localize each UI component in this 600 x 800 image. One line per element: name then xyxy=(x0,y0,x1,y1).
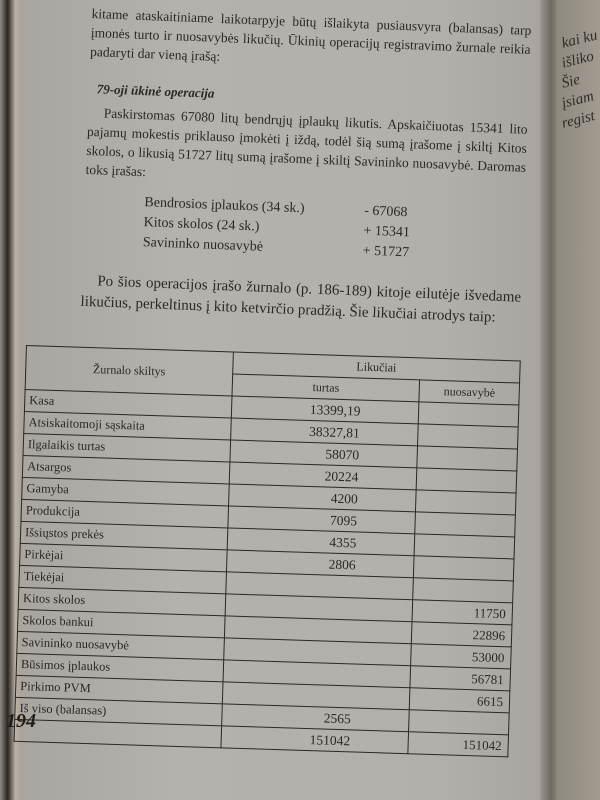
page-content xyxy=(80,4,532,330)
header-equity: nuosavybė xyxy=(419,380,519,405)
equity-cell: 56781 xyxy=(410,666,510,691)
facing-text-line: regist xyxy=(560,108,597,132)
row-label: Būsimos įplaukos xyxy=(16,653,223,681)
equity-cell xyxy=(416,490,516,515)
journal-entry xyxy=(142,193,524,268)
assets-cell: 20224 xyxy=(229,462,417,490)
balance-table-container xyxy=(14,345,536,758)
row-label: Tiekėjai xyxy=(19,565,226,593)
assets-cell: 4355 xyxy=(227,528,415,556)
entry-amount: - 67068 xyxy=(363,203,408,221)
row-label: Ilgalaikis turtas xyxy=(23,433,230,461)
equity-cell xyxy=(413,578,513,603)
row-label: Kitos skolos xyxy=(18,587,225,615)
entry-amount: + 51727 xyxy=(362,243,410,261)
assets-cell: 13399,19 xyxy=(231,396,419,424)
row-label: Atsiskaitomoji sąskaita xyxy=(24,411,231,439)
equity-total-cell: 151042 xyxy=(408,732,508,757)
row-label: Gamyba xyxy=(22,477,229,505)
equity-cell xyxy=(414,556,514,581)
assets-cell: 2565 xyxy=(221,704,409,732)
header-journal-columns: Žurnalo skiltys xyxy=(25,346,233,396)
row-label: Išsiųstos prekės xyxy=(20,521,227,549)
equity-cell: 11750 xyxy=(412,600,512,625)
facing-text-line: kai ku xyxy=(560,27,600,52)
equity-cell xyxy=(414,534,514,559)
entry-label: Kitos skolos (24 sk.) xyxy=(143,215,260,235)
equity-cell: 6615 xyxy=(410,688,510,713)
equity-cell: 22896 xyxy=(412,622,512,647)
assets-cell: 7095 xyxy=(228,506,416,534)
row-label: Iš viso (balansas) xyxy=(15,697,222,725)
table-intro-paragraph: Po šios operacijos įrašo žurnalo (p. 186-189) kitoje eilutėje išvedame likučius, perkeltinus į kito ketvirčio pradžią. Šie likučiai atrodys taip: xyxy=(80,273,522,326)
entry-label: Bendrosios įplaukos (34 sk.) xyxy=(144,195,305,217)
entry-amount: + 15341 xyxy=(363,223,411,241)
section-heading: 79-oji ūkinė operacija xyxy=(96,81,215,101)
facing-page-fragment xyxy=(556,0,600,800)
section-paragraph: Paskirstomas 67080 litų bendrųjų įplaukų likutis. Apskaičiuotas 15341 lito pajamų mokestis priklauso įmokėti į iždą, todėl šią sumą įrašome į skiltį Kitos skolos, o likusią 51727 litų sumą įrašome į skiltį Savininko nuosavybė. Daromas toks įrašas: xyxy=(85,105,528,180)
row-label: Savininko nuosavybė xyxy=(17,631,224,659)
equity-cell xyxy=(415,512,515,537)
equity-cell: 53000 xyxy=(411,644,511,669)
assets-cell: 4200 xyxy=(228,484,416,512)
assets-cell: 38327,81 xyxy=(230,418,418,446)
equity-cell xyxy=(419,402,519,427)
facing-text-line: įsiam xyxy=(560,88,596,112)
assets-cell: 2806 xyxy=(226,550,414,578)
assets-cell: 58070 xyxy=(230,440,418,468)
header-balances: Likučiai xyxy=(233,352,521,383)
row-label: Produkcija xyxy=(21,499,228,527)
facing-text-line: Šie xyxy=(560,71,582,92)
equity-cell xyxy=(417,468,517,493)
page-number: 194 xyxy=(6,710,36,732)
entry-label: Savininko nuosavybė xyxy=(142,235,264,255)
balance-table xyxy=(14,345,521,757)
row-label: Atsargos xyxy=(22,455,229,483)
equity-cell xyxy=(417,446,517,471)
row-label: Pirkėjai xyxy=(20,543,227,571)
assets-total-cell: 151042 xyxy=(221,726,409,754)
header-assets: turtas xyxy=(232,374,420,402)
facing-text-line: išliko xyxy=(560,48,596,72)
row-label: Pirkimo PVM xyxy=(15,675,222,703)
opening-paragraph: kitame ataskaitiniame laikotarpyje būtų išlaikyta pusiausvyra (balansas) tarp įmonės turto ir nuosavybės likučių. Ūkinių operacijų registravimo žurnale reikia padaryti dar vieną įrašą: xyxy=(89,5,532,64)
equity-cell xyxy=(418,424,518,449)
equity-cell xyxy=(409,710,509,735)
row-label: Kasa xyxy=(24,389,231,417)
row-label: Skolos bankui xyxy=(18,609,225,637)
